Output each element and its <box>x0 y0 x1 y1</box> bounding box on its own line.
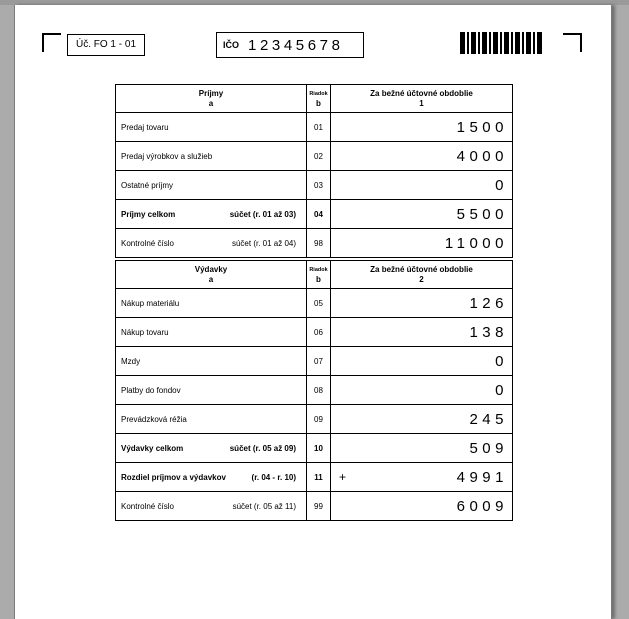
income-header-row <box>116 85 513 113</box>
row-note: súčet (r. 05 až 09) <box>229 443 296 453</box>
row-label-cell <box>116 200 307 229</box>
row-code: 01 <box>307 113 331 142</box>
row-value-field[interactable]: 1500 <box>331 113 513 142</box>
expenses-header-row <box>116 261 513 289</box>
row-label: Ostatné príjmy <box>116 171 307 200</box>
row-code: 08 <box>307 376 331 405</box>
row-value-field[interactable]: 0 <box>331 347 513 376</box>
income-col-a <box>116 85 307 113</box>
registration-mark-top-right <box>563 33 582 52</box>
row-value-field[interactable]: 138 <box>331 318 513 347</box>
ico-label: IČO <box>223 40 240 50</box>
income-col-c-sub: 1 <box>419 98 424 108</box>
expenses-col-b <box>307 261 331 289</box>
row-value-field[interactable]: 509 <box>331 434 513 463</box>
table-row <box>116 405 513 434</box>
ico-box <box>216 32 364 58</box>
row-label-cell <box>116 463 307 492</box>
row-value-field[interactable]: 4000 <box>331 142 513 171</box>
row-label: Kontrolné číslo <box>121 238 174 248</box>
row-label: Príjmy celkom <box>121 209 176 219</box>
expenses-col-c-sub: 2 <box>419 274 424 284</box>
expenses-col-b-sub: b <box>316 274 321 284</box>
document-page <box>14 5 612 619</box>
row-label: Kontrolné číslo <box>121 501 174 511</box>
row-label-cell <box>116 229 307 258</box>
row-code: 11 <box>307 463 331 492</box>
row-value-field[interactable]: 0 <box>331 376 513 405</box>
row-label: Nákup materiálu <box>116 289 307 318</box>
expenses-table <box>115 260 513 521</box>
barcode-icon <box>460 32 542 54</box>
row-label: Nákup tovaru <box>116 318 307 347</box>
row-note: súčet (r. 05 až 11) <box>232 501 296 511</box>
income-col-b-sub: b <box>316 98 321 108</box>
table-row <box>116 113 513 142</box>
row-value: 4991 <box>456 468 508 486</box>
row-note: súčet (r. 01 až 03) <box>229 209 296 219</box>
row-label: Platby do fondov <box>116 376 307 405</box>
sign-marker: + <box>339 470 347 484</box>
table-row <box>116 142 513 171</box>
row-value-field[interactable]: 245 <box>331 405 513 434</box>
row-value-field[interactable]: 0 <box>331 171 513 200</box>
row-code: 09 <box>307 405 331 434</box>
table-row <box>116 318 513 347</box>
table-row <box>116 171 513 200</box>
table-row-total <box>116 434 513 463</box>
row-code: 03 <box>307 171 331 200</box>
row-code: 05 <box>307 289 331 318</box>
table-row-check <box>116 492 513 521</box>
row-label: Rozdiel príjmov a výdavkov <box>121 472 226 482</box>
row-code: 10 <box>307 434 331 463</box>
income-col-a-title: Príjmy <box>198 88 224 98</box>
ico-value: 12345678 <box>248 36 344 54</box>
row-label: Výdavky celkom <box>121 443 184 453</box>
row-value-field[interactable] <box>331 463 513 492</box>
row-value-field[interactable]: 11000 <box>331 229 513 258</box>
row-code: 07 <box>307 347 331 376</box>
row-code: 02 <box>307 142 331 171</box>
row-value-field[interactable]: 5500 <box>331 200 513 229</box>
income-col-b <box>307 85 331 113</box>
form-code: Úč. FO 1 - 01 <box>75 39 136 50</box>
table-row <box>116 347 513 376</box>
row-label-cell <box>116 492 307 521</box>
expenses-col-c-title: Za bežné účtovné obdoblie <box>370 264 473 274</box>
table-row-total <box>116 200 513 229</box>
table-row <box>116 376 513 405</box>
table-row-difference <box>116 463 513 492</box>
row-label: Predaj výrobkov a služieb <box>116 142 307 171</box>
row-label: Predaj tovaru <box>116 113 307 142</box>
row-label: Prevádzková réžia <box>116 405 307 434</box>
expenses-col-a <box>116 261 307 289</box>
row-note: súčet (r. 01 až 04) <box>231 238 296 248</box>
income-col-c <box>331 85 513 113</box>
row-value-field[interactable]: 6009 <box>331 492 513 521</box>
expenses-col-a-title: Výdavky <box>194 264 228 274</box>
expenses-col-c <box>331 261 513 289</box>
income-col-a-sub: a <box>208 98 214 108</box>
registration-mark-top-left <box>42 33 61 52</box>
row-note: (r. 04 - r. 10) <box>251 472 296 482</box>
form-code-box <box>67 34 145 56</box>
row-value-field[interactable]: 126 <box>331 289 513 318</box>
row-label-cell <box>116 434 307 463</box>
income-table <box>115 84 513 258</box>
table-row <box>116 289 513 318</box>
income-col-b-title: Riadok <box>309 90 328 97</box>
income-col-c-title: Za bežné účtovné obdoblie <box>370 88 473 98</box>
row-code: 06 <box>307 318 331 347</box>
row-label: Mzdy <box>116 347 307 376</box>
row-code: 99 <box>307 492 331 521</box>
expenses-col-b-title: Riadok <box>309 266 328 273</box>
table-row-check <box>116 229 513 258</box>
expenses-col-a-sub: a <box>208 274 214 284</box>
row-code: 98 <box>307 229 331 258</box>
row-code: 04 <box>307 200 331 229</box>
